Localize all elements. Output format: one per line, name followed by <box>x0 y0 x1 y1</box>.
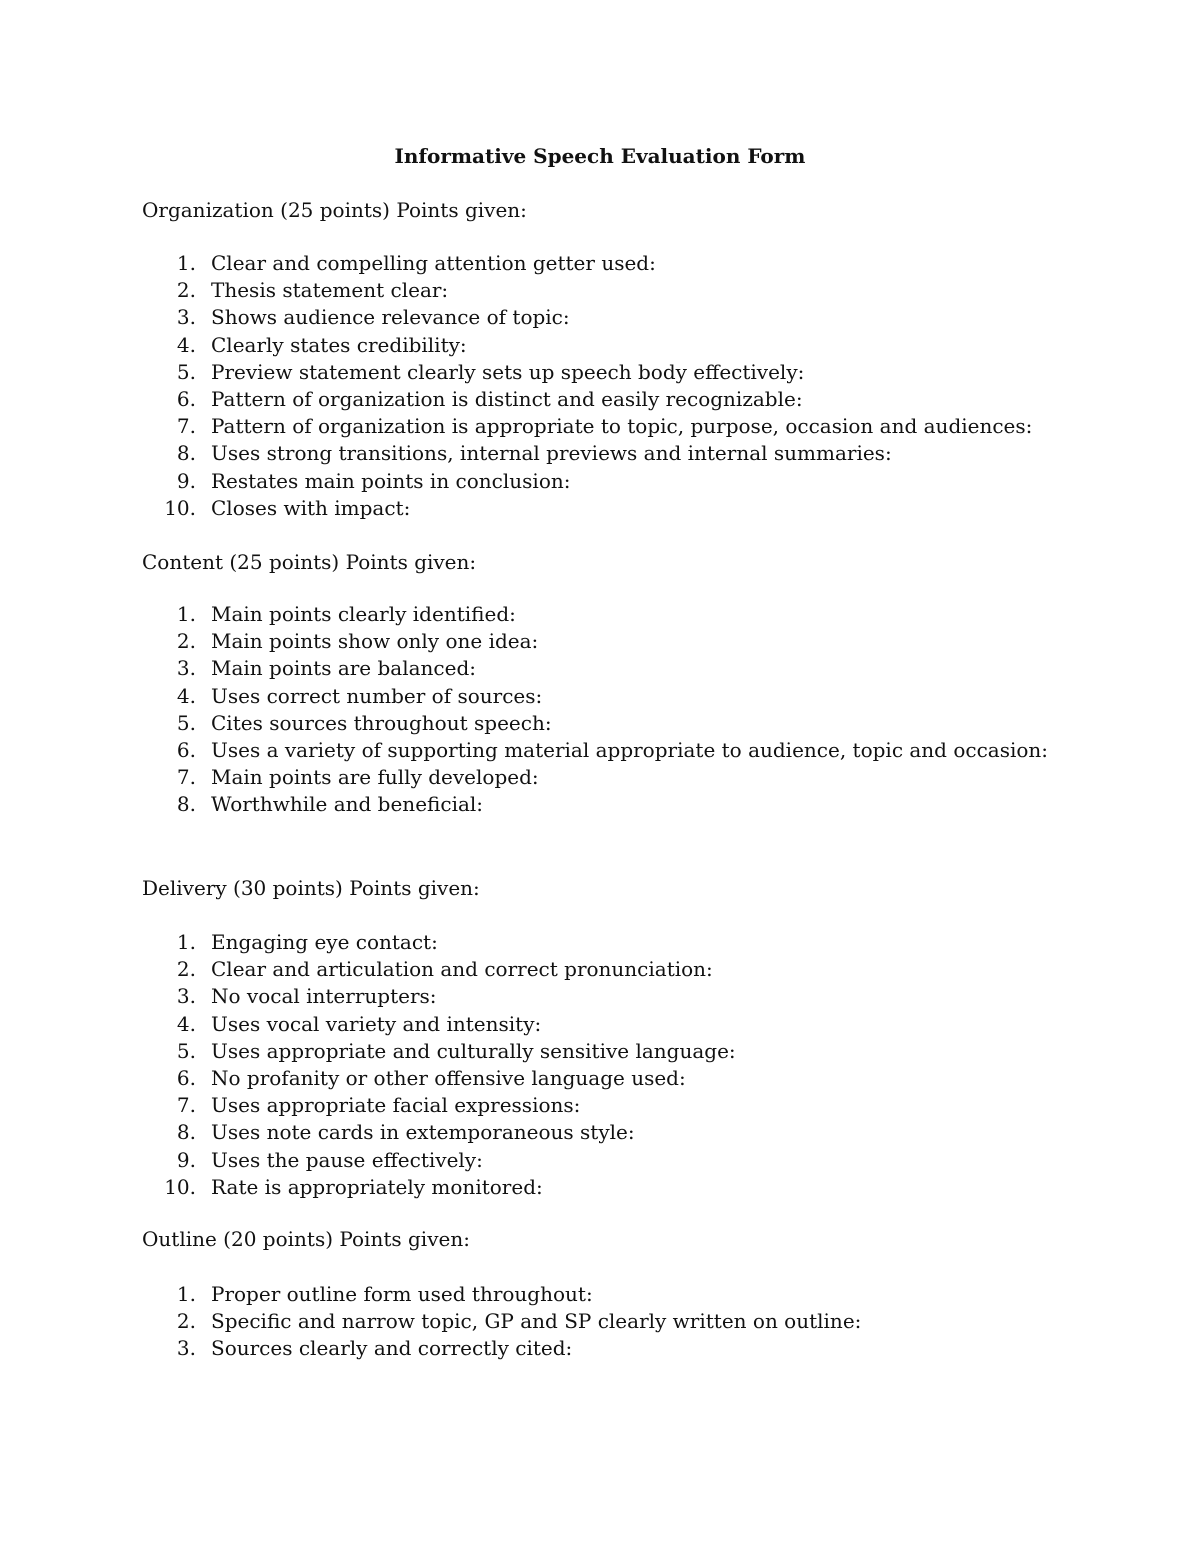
item-text: Uses note cards in extemporaneous style: <box>211 1120 635 1145</box>
item-number: 9. <box>176 1147 196 1172</box>
item-number: 1. <box>176 602 196 626</box>
item-text: Pattern of organization is appropriate to topic, purpose, occasion and audiences: <box>211 414 1033 439</box>
item-text: Main points are balanced: <box>211 656 476 681</box>
item-number: 6. <box>176 1065 196 1090</box>
item-number: 3. <box>176 656 196 681</box>
item-number: 7. <box>176 765 196 790</box>
item-text: Main points show only one idea: <box>211 629 539 654</box>
item-number: 5. <box>176 359 196 384</box>
item-number: 2. <box>176 278 196 303</box>
item-text: Engaging eye contact: <box>211 930 438 954</box>
item-number: 3. <box>176 984 196 1009</box>
item-number: 1. <box>176 1282 196 1306</box>
item-text: Uses vocal variety and intensity: <box>211 1011 542 1036</box>
item-text: No profanity or other offensive language used: <box>211 1065 686 1090</box>
item-number: 2. <box>176 629 196 654</box>
item-text: Shows audience relevance of topic: <box>211 305 570 330</box>
item-number: 10. <box>164 1174 196 1199</box>
item-number: 9. <box>176 468 196 493</box>
item-text: Clear and compelling attention getter used: <box>211 251 656 275</box>
item-number: 2. <box>176 1309 196 1334</box>
item-number: 4. <box>176 1011 196 1036</box>
item-text: Uses the pause effectively: <box>211 1147 483 1172</box>
item-text: Uses correct number of sources: <box>211 683 543 708</box>
item-text: Closes with impact: <box>211 495 411 520</box>
item-number: 5. <box>176 1038 196 1063</box>
item-text: Main points clearly identified: <box>211 602 516 626</box>
item-number: 3. <box>176 1336 196 1361</box>
item-number: 4. <box>176 683 196 708</box>
item-text: Cites sources throughout speech: <box>211 710 552 735</box>
item-text: Uses strong transitions, internal previews and internal summaries: <box>211 441 892 466</box>
item-text: Thesis statement clear: <box>211 278 449 303</box>
item-number: 3. <box>176 305 196 330</box>
item-number: 7. <box>176 414 196 439</box>
item-number: 6. <box>176 737 196 762</box>
item-number: 8. <box>176 441 196 466</box>
item-text: Rate is appropriately monitored: <box>211 1174 543 1199</box>
section-heading-delivery: Delivery (30 points) Points given: <box>142 876 480 900</box>
item-number: 8. <box>176 1120 196 1145</box>
item-text: Pattern of organization is distinct and easily recognizable: <box>211 386 803 411</box>
item-text: No vocal interrupters: <box>211 984 437 1009</box>
item-text: Preview statement clearly sets up speech body effectively: <box>211 359 805 384</box>
section-heading-organization: Organization (25 points) Points given: <box>142 198 527 222</box>
document-title: Informative Speech Evaluation Form <box>394 144 806 168</box>
item-text: Restates main points in conclusion: <box>211 468 571 493</box>
item-text: Specific and narrow topic, GP and SP clearly written on outline: <box>211 1309 862 1334</box>
item-number: 1. <box>176 251 196 275</box>
item-number: 10. <box>164 495 196 520</box>
item-text: Uses appropriate and culturally sensitive language: <box>211 1038 736 1063</box>
item-number: 2. <box>176 957 196 982</box>
section-heading-content: Content (25 points) Points given: <box>142 550 477 574</box>
item-text: Clear and articulation and correct pronunciation: <box>211 957 713 982</box>
item-text: Clearly states credibility: <box>211 332 467 357</box>
item-text: Worthwhile and beneficial: <box>211 792 484 817</box>
item-text: Sources clearly and correctly cited: <box>211 1336 573 1361</box>
item-text: Main points are fully developed: <box>211 765 539 790</box>
item-text: Proper outline form used throughout: <box>211 1282 593 1306</box>
item-number: 6. <box>176 386 196 411</box>
item-number: 8. <box>176 792 196 817</box>
item-text: Uses appropriate facial expressions: <box>211 1093 581 1118</box>
item-number: 7. <box>176 1093 196 1118</box>
item-text: Uses a variety of supporting material appropriate to audience, topic and occasion: <box>211 737 1049 762</box>
section-heading-outline: Outline (20 points) Points given: <box>142 1227 470 1251</box>
item-number: 1. <box>176 930 196 954</box>
item-number: 5. <box>176 710 196 735</box>
item-number: 4. <box>176 332 196 357</box>
